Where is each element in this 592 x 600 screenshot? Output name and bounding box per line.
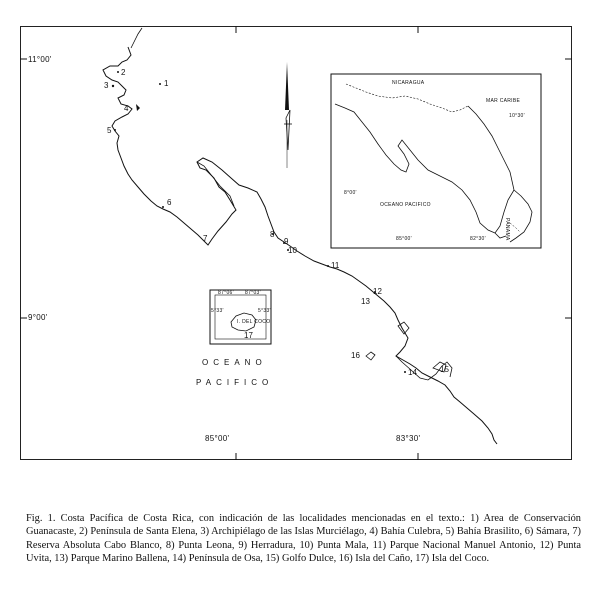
locality-17: 17 (244, 331, 253, 340)
ocean-label-line2: PACIFICO (196, 378, 274, 387)
locality-10: 10 (288, 246, 297, 255)
locality-3: 3 (104, 81, 109, 90)
inset-ocean-label: OCEANO PACIFICO (380, 202, 431, 208)
inset-lat-8: 8°00' (344, 190, 357, 196)
panama-label: PANAMA (504, 218, 510, 241)
locality-2: 2 (121, 68, 126, 77)
inset-isla-del-coco (210, 290, 271, 344)
locality-11: 11 (331, 261, 340, 270)
locality-4: 4 (124, 104, 129, 113)
mar-caribe-label: MAR CARIBE (486, 98, 521, 104)
locality-15: 15 (440, 365, 449, 374)
nicaragua-label: NICARAGUA (392, 80, 425, 86)
inset-lat-10: 10°30' (509, 113, 525, 119)
coco-coord-left: 5°33' (211, 308, 224, 314)
inset-lon-82: 82°30' (470, 236, 486, 242)
locality-8: 8 (270, 230, 275, 239)
inset-lon-85: 85°00' (396, 236, 412, 242)
locality-12: 12 (373, 287, 382, 296)
coco-island-label: I. DEL COCO (237, 319, 271, 325)
locality-1: 1 (164, 79, 169, 88)
lon-label-85: 85°00' (205, 434, 230, 443)
locality-5: 5 (107, 126, 112, 135)
locality-7: 7 (203, 234, 208, 243)
isla-del-cano (366, 352, 375, 360)
lon-label-83: 83°30' (396, 434, 421, 443)
figure-caption: Fig. 1. Costa Pacífica de Costa Rica, con indicación de las localidades mencionadas en el texto.: 1) Area de Conservación Guanacaste, 2) Península de Santa Elena, 3) Archipiélago de las Islas Murciélago, 4) Bahía Culebra, 5) Bahía Brasilito, 6) Sámara, 7) Reserva Absoluta Cabo Blanco, 8) Punta Leona, 9) Herradura, 10) Punta Mala, 11) Parque Nacional Manuel Antonio, 12) Punta Uvita, 13) Parque Marino Ballena, 14) Península de Osa, 15) Golfo Dulce, 16) Isla del Caño, 17) Isla del Coco. (26, 513, 581, 565)
locality-6: 6 (167, 198, 172, 207)
ocean-label-line1: OCEANO (202, 358, 267, 367)
locality-16: 16 (351, 351, 360, 360)
lat-label-11: 11°00' (28, 55, 52, 64)
coco-coord-top-left: 87°06' (218, 290, 234, 296)
locality-9: 9 (284, 237, 289, 246)
lat-label-9: 9°00' (28, 313, 48, 322)
coco-coord-right: 5°33' (258, 308, 271, 314)
locality-13: 13 (361, 297, 370, 306)
north-arrow (284, 62, 292, 168)
locality-14: 14 (408, 368, 417, 377)
coco-coord-top-right: 87°03' (245, 290, 261, 296)
